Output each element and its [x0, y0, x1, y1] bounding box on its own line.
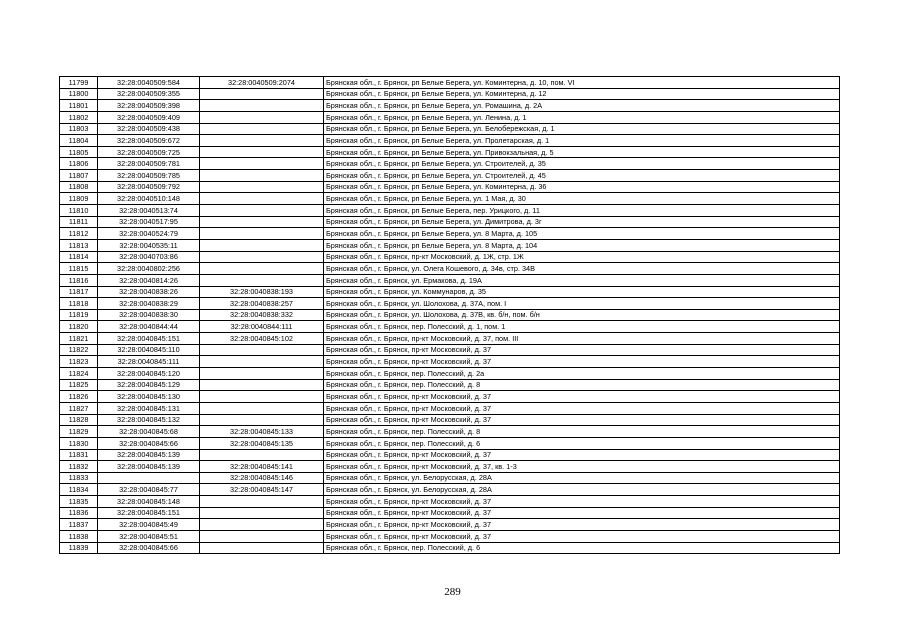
- table-row: [60, 321, 840, 333]
- table-row: [60, 298, 840, 310]
- address-cell: Брянская обл., г. Брянск, пр-кт Московский, д. 37: [324, 530, 840, 542]
- address-cell: Брянская обл., г. Брянск, ул. Белорусская, д. 28А: [324, 484, 840, 496]
- address-cell: Брянская обл., г. Брянск, рп Белые Берега, ул. Привокзальная, д. 5: [324, 146, 840, 158]
- row-number-cell: 11832: [60, 461, 98, 473]
- row-number-cell: 11827: [60, 402, 98, 414]
- address-cell: Брянская обл., г. Брянск, ул. Белорусская, д. 28А: [324, 472, 840, 484]
- object-cadastral-number-cell: [200, 251, 324, 263]
- row-number-cell: 11808: [60, 181, 98, 193]
- object-cadastral-number-cell: [200, 228, 324, 240]
- object-cadastral-number-cell: 32:28:0040845:135: [200, 437, 324, 449]
- row-number-cell: 11822: [60, 344, 98, 356]
- row-number-cell: 11802: [60, 111, 98, 123]
- object-cadastral-number-cell: [200, 519, 324, 531]
- cadastral-number-cell: 32:28:0040845:66: [98, 542, 200, 554]
- table-row: [60, 414, 840, 426]
- table-row: [60, 286, 840, 298]
- row-number-cell: 11805: [60, 146, 98, 158]
- address-cell: Брянская обл., г. Брянск, рп Белые Берега, ул. Белобережская, д. 1: [324, 123, 840, 135]
- object-cadastral-number-cell: [200, 111, 324, 123]
- row-number-cell: 11837: [60, 519, 98, 531]
- table-row: [60, 216, 840, 228]
- row-number-cell: 11816: [60, 274, 98, 286]
- cadastral-number-cell: 32:28:0040814:26: [98, 274, 200, 286]
- table-row: [60, 507, 840, 519]
- table-row: [60, 519, 840, 531]
- cadastral-number-cell: 32:28:0040509:355: [98, 88, 200, 100]
- cadastral-number-cell: 32:28:0040845:132: [98, 414, 200, 426]
- cadastral-number-cell: 32:28:0040513:74: [98, 205, 200, 217]
- table-row: [60, 146, 840, 158]
- address-cell: Брянская обл., г. Брянск, рп Белые Берега, ул. 8 Марта, д. 105: [324, 228, 840, 240]
- cadastral-number-cell: 32:28:0040510:148: [98, 193, 200, 205]
- address-cell: Брянская обл., г. Брянск, пр-кт Московский, д. 37: [324, 496, 840, 508]
- table-row: [60, 484, 840, 496]
- table-row: [60, 263, 840, 275]
- address-cell: Брянская обл., г. Брянск, пер. Полесский, д. 1, пом. 1: [324, 321, 840, 333]
- row-number-cell: 11828: [60, 414, 98, 426]
- object-cadastral-number-cell: 32:28:0040838:193: [200, 286, 324, 298]
- row-number-cell: 11803: [60, 123, 98, 135]
- row-number-cell: 11830: [60, 437, 98, 449]
- cadastral-number-cell: 32:28:0040802:256: [98, 263, 200, 275]
- table-row: [60, 239, 840, 251]
- address-cell: Брянская обл., г. Брянск, ул. Олега Кошевого, д. 34в, стр. 34В: [324, 263, 840, 275]
- cadastral-number-cell: 32:28:0040838:29: [98, 298, 200, 310]
- address-cell: Брянская обл., г. Брянск, рп Белые Берега, ул. Строителей, д. 45: [324, 170, 840, 182]
- cadastral-number-cell: 32:28:0040845:120: [98, 368, 200, 380]
- cadastral-number-cell: 32:28:0040838:26: [98, 286, 200, 298]
- row-number-cell: 11799: [60, 77, 98, 89]
- table-row: [60, 158, 840, 170]
- table-row: [60, 472, 840, 484]
- row-number-cell: 11800: [60, 88, 98, 100]
- table-row: [60, 181, 840, 193]
- object-cadastral-number-cell: 32:28:0040838:332: [200, 309, 324, 321]
- object-cadastral-number-cell: 32:28:0040509:2074: [200, 77, 324, 89]
- table-row: [60, 449, 840, 461]
- table-row: [60, 193, 840, 205]
- row-number-cell: 11812: [60, 228, 98, 240]
- cadastral-number-cell: 32:28:0040844:44: [98, 321, 200, 333]
- row-number-cell: 11801: [60, 100, 98, 112]
- table-row: [60, 309, 840, 321]
- object-cadastral-number-cell: [200, 402, 324, 414]
- cadastral-number-cell: 32:28:0040509:584: [98, 77, 200, 89]
- object-cadastral-number-cell: 32:28:0040845:146: [200, 472, 324, 484]
- address-cell: Брянская обл., г. Брянск, ул. Ермакова, д. 19А: [324, 274, 840, 286]
- row-number-cell: 11831: [60, 449, 98, 461]
- address-cell: Брянская обл., г. Брянск, пр-кт Московский, д. 37: [324, 402, 840, 414]
- address-cell: Брянская обл., г. Брянск, пер. Полесский, д. 6: [324, 542, 840, 554]
- row-number-cell: 11829: [60, 426, 98, 438]
- row-number-cell: 11826: [60, 391, 98, 403]
- row-number-cell: 11814: [60, 251, 98, 263]
- object-cadastral-number-cell: [200, 263, 324, 275]
- address-cell: Брянская обл., г. Брянск, рп Белые Берега, пер. Урицкого, д. 11: [324, 205, 840, 217]
- table-row: [60, 100, 840, 112]
- property-registry-table: [59, 76, 840, 554]
- table-row: [60, 379, 840, 391]
- row-number-cell: 11819: [60, 309, 98, 321]
- table-row: [60, 274, 840, 286]
- address-cell: Брянская обл., г. Брянск, ул. Шолохова, д. 37А, пом. I: [324, 298, 840, 310]
- address-cell: Брянская обл., г. Брянск, рп Белые Берега, ул. Ленина, д. 1: [324, 111, 840, 123]
- table-row: [60, 344, 840, 356]
- object-cadastral-number-cell: 32:28:0040845:147: [200, 484, 324, 496]
- object-cadastral-number-cell: [200, 414, 324, 426]
- address-cell: Брянская обл., г. Брянск, пр-кт Московский, д. 37: [324, 449, 840, 461]
- table-row: [60, 542, 840, 554]
- address-cell: Брянская обл., г. Брянск, пр-кт Московский, д. 37, кв. 1-3: [324, 461, 840, 473]
- cadastral-number-cell: 32:28:0040845:77: [98, 484, 200, 496]
- object-cadastral-number-cell: 32:28:0040845:102: [200, 333, 324, 345]
- row-number-cell: 11806: [60, 158, 98, 170]
- object-cadastral-number-cell: [200, 123, 324, 135]
- cadastral-number-cell: 32:28:0040845:111: [98, 356, 200, 368]
- address-cell: Брянская обл., г. Брянск, пер. Полесский, д. 2а: [324, 368, 840, 380]
- address-cell: Брянская обл., г. Брянск, пер. Полесский, д. 8: [324, 379, 840, 391]
- object-cadastral-number-cell: [200, 135, 324, 147]
- cadastral-number-cell: 32:28:0040845:49: [98, 519, 200, 531]
- address-cell: Брянская обл., г. Брянск, рп Белые Берега, ул. Строителей, д. 35: [324, 158, 840, 170]
- row-number-cell: 11809: [60, 193, 98, 205]
- row-number-cell: 11817: [60, 286, 98, 298]
- cadastral-number-cell: 32:28:0040845:131: [98, 402, 200, 414]
- row-number-cell: 11833: [60, 472, 98, 484]
- row-number-cell: 11818: [60, 298, 98, 310]
- cadastral-number-cell: [98, 472, 200, 484]
- cadastral-number-cell: 32:28:0040509:792: [98, 181, 200, 193]
- cadastral-number-cell: 32:28:0040703:86: [98, 251, 200, 263]
- cadastral-number-cell: 32:28:0040845:151: [98, 333, 200, 345]
- table-row: [60, 135, 840, 147]
- row-number-cell: 11823: [60, 356, 98, 368]
- object-cadastral-number-cell: [200, 205, 324, 217]
- table-row: [60, 77, 840, 89]
- table-row: [60, 437, 840, 449]
- address-cell: Брянская обл., г. Брянск, пр-кт Московский, д. 37: [324, 344, 840, 356]
- object-cadastral-number-cell: 32:28:0040845:133: [200, 426, 324, 438]
- row-number-cell: 11825: [60, 379, 98, 391]
- row-number-cell: 11835: [60, 496, 98, 508]
- row-number-cell: 11813: [60, 239, 98, 251]
- table-row: [60, 88, 840, 100]
- table-row: [60, 170, 840, 182]
- table-row: [60, 496, 840, 508]
- address-cell: Брянская обл., г. Брянск, ул. Шолохова, д. 37В, кв. б/н, пом. б/н: [324, 309, 840, 321]
- cadastral-number-cell: 32:28:0040509:781: [98, 158, 200, 170]
- cadastral-number-cell: 32:28:0040838:30: [98, 309, 200, 321]
- cadastral-number-cell: 32:28:0040509:785: [98, 170, 200, 182]
- object-cadastral-number-cell: [200, 449, 324, 461]
- address-cell: Брянская обл., г. Брянск, пр-кт Московский, д. 37: [324, 519, 840, 531]
- row-number-cell: 11824: [60, 368, 98, 380]
- row-number-cell: 11820: [60, 321, 98, 333]
- row-number-cell: 11821: [60, 333, 98, 345]
- address-cell: Брянская обл., г. Брянск, пр-кт Московский, д. 37: [324, 356, 840, 368]
- cadastral-number-cell: 32:28:0040845:148: [98, 496, 200, 508]
- table-row: [60, 530, 840, 542]
- cadastral-number-cell: 32:28:0040509:409: [98, 111, 200, 123]
- row-number-cell: 11839: [60, 542, 98, 554]
- address-cell: Брянская обл., г. Брянск, пр-кт Московский, д. 1Ж, стр. 1Ж: [324, 251, 840, 263]
- page-number: 289: [444, 586, 461, 598]
- cadastral-number-cell: 32:28:0040845:130: [98, 391, 200, 403]
- object-cadastral-number-cell: [200, 170, 324, 182]
- table-row: [60, 111, 840, 123]
- cadastral-number-cell: 32:28:0040845:151: [98, 507, 200, 519]
- address-cell: Брянская обл., г. Брянск, пер. Полесский, д. 6: [324, 437, 840, 449]
- row-number-cell: 11807: [60, 170, 98, 182]
- row-number-cell: 11804: [60, 135, 98, 147]
- address-cell: Брянская обл., г. Брянск, пр-кт Московский, д. 37: [324, 414, 840, 426]
- table-row: [60, 461, 840, 473]
- address-cell: Брянская обл., г. Брянск, пр-кт Московский, д. 37: [324, 507, 840, 519]
- address-cell: Брянская обл., г. Брянск, рп Белые Берега, ул. 8 Марта, д. 104: [324, 239, 840, 251]
- table-row: [60, 251, 840, 263]
- object-cadastral-number-cell: [200, 274, 324, 286]
- object-cadastral-number-cell: [200, 344, 324, 356]
- object-cadastral-number-cell: [200, 368, 324, 380]
- object-cadastral-number-cell: [200, 542, 324, 554]
- cadastral-number-cell: 32:28:0040845:110: [98, 344, 200, 356]
- cadastral-number-cell: 32:28:0040535:11: [98, 239, 200, 251]
- table-row: [60, 356, 840, 368]
- cadastral-number-cell: 32:28:0040509:398: [98, 100, 200, 112]
- row-number-cell: 11836: [60, 507, 98, 519]
- cadastral-number-cell: 32:28:0040509:672: [98, 135, 200, 147]
- cadastral-number-cell: 32:28:0040509:438: [98, 123, 200, 135]
- row-number-cell: 11815: [60, 263, 98, 275]
- table-row: [60, 123, 840, 135]
- object-cadastral-number-cell: 32:28:0040845:141: [200, 461, 324, 473]
- object-cadastral-number-cell: [200, 356, 324, 368]
- object-cadastral-number-cell: 32:28:0040838:257: [200, 298, 324, 310]
- address-cell: Брянская обл., г. Брянск, рп Белые Берега, ул. Ромашина, д. 2А: [324, 100, 840, 112]
- cadastral-number-cell: 32:28:0040845:139: [98, 461, 200, 473]
- address-cell: Брянская обл., г. Брянск, пр-кт Московский, д. 37: [324, 391, 840, 403]
- table-row: [60, 333, 840, 345]
- cadastral-number-cell: 32:28:0040524:79: [98, 228, 200, 240]
- cadastral-number-cell: 32:28:0040845:51: [98, 530, 200, 542]
- object-cadastral-number-cell: [200, 181, 324, 193]
- cadastral-number-cell: 32:28:0040509:725: [98, 146, 200, 158]
- address-cell: Брянская обл., г. Брянск, пр-кт Московский, д. 37, пом. III: [324, 333, 840, 345]
- table-row: [60, 391, 840, 403]
- row-number-cell: 11810: [60, 205, 98, 217]
- table-row: [60, 402, 840, 414]
- row-number-cell: 11838: [60, 530, 98, 542]
- cadastral-number-cell: 32:28:0040517:95: [98, 216, 200, 228]
- address-cell: Брянская обл., г. Брянск, пер. Полесский, д. 8: [324, 426, 840, 438]
- object-cadastral-number-cell: [200, 239, 324, 251]
- address-cell: Брянская обл., г. Брянск, рп Белые Берега, ул. Коминтерна, д. 12: [324, 88, 840, 100]
- table-row: [60, 426, 840, 438]
- object-cadastral-number-cell: [200, 530, 324, 542]
- object-cadastral-number-cell: [200, 88, 324, 100]
- address-cell: Брянская обл., г. Брянск, рп Белые Берега, ул. 1 Мая, д. 30: [324, 193, 840, 205]
- object-cadastral-number-cell: [200, 100, 324, 112]
- object-cadastral-number-cell: [200, 391, 324, 403]
- cadastral-number-cell: 32:28:0040845:68: [98, 426, 200, 438]
- table-row: [60, 368, 840, 380]
- address-cell: Брянская обл., г. Брянск, рп Белые Берега, ул. Коминтерна, д. 36: [324, 181, 840, 193]
- row-number-cell: 11811: [60, 216, 98, 228]
- address-cell: Брянская обл., г. Брянск, ул. Коммунаров, д. 35: [324, 286, 840, 298]
- address-cell: Брянская обл., г. Брянск, рп Белые Берега, ул. Пролетарская, д. 1: [324, 135, 840, 147]
- cadastral-number-cell: 32:28:0040845:139: [98, 449, 200, 461]
- object-cadastral-number-cell: [200, 379, 324, 391]
- row-number-cell: 11834: [60, 484, 98, 496]
- cadastral-number-cell: 32:28:0040845:129: [98, 379, 200, 391]
- table-row: [60, 205, 840, 217]
- object-cadastral-number-cell: [200, 216, 324, 228]
- object-cadastral-number-cell: [200, 146, 324, 158]
- object-cadastral-number-cell: [200, 496, 324, 508]
- cadastral-number-cell: 32:28:0040845:66: [98, 437, 200, 449]
- object-cadastral-number-cell: [200, 158, 324, 170]
- address-cell: Брянская обл., г. Брянск, рп Белые Берега, ул. Коминтерна, д. 10, пом. VI: [324, 77, 840, 89]
- object-cadastral-number-cell: 32:28:0040844:111: [200, 321, 324, 333]
- object-cadastral-number-cell: [200, 193, 324, 205]
- table-body: [60, 77, 840, 554]
- object-cadastral-number-cell: [200, 507, 324, 519]
- table-row: [60, 228, 840, 240]
- address-cell: Брянская обл., г. Брянск, рп Белые Берега, ул. Димитрова, д. 3г: [324, 216, 840, 228]
